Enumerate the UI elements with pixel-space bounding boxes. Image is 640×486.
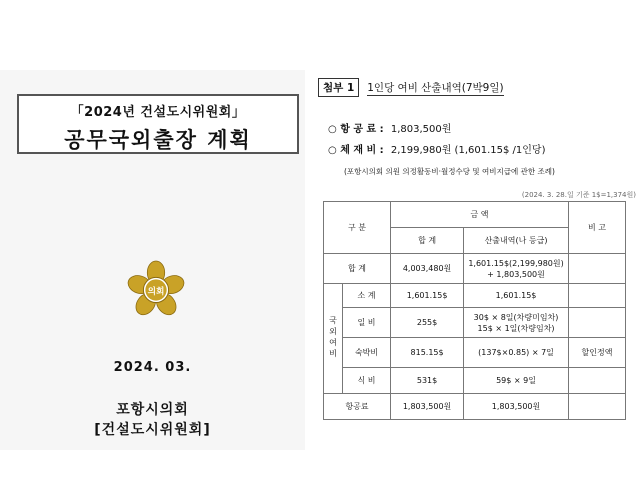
regulation-note: (포항시의회 의원 의정활동비·월정수당 및 여비지급에 관한 조례) bbox=[344, 167, 555, 176]
row-label: 일 비 bbox=[343, 308, 391, 338]
row-calc: 1,803,500원 bbox=[464, 394, 569, 420]
row-remark bbox=[569, 394, 626, 420]
row-remark bbox=[569, 254, 626, 284]
group-label: 국외여비 bbox=[328, 315, 338, 360]
row-total: 531$ bbox=[391, 368, 464, 394]
cost-table bbox=[323, 201, 626, 420]
row-label: 소 계 bbox=[343, 284, 391, 308]
row-calc-line: + 1,803,500원 bbox=[487, 269, 545, 279]
row-remark: 할인정액 bbox=[569, 338, 626, 368]
row-label: 숙박비 bbox=[343, 338, 391, 368]
table-row bbox=[324, 308, 626, 338]
row-total: 255$ bbox=[391, 308, 464, 338]
council-seal-icon bbox=[127, 260, 185, 318]
row-label: 항공료 bbox=[324, 394, 391, 420]
exchange-rate-basis: (2024. 3. 28.일 기준 1$=1,374원) bbox=[521, 191, 636, 199]
org-name: 포항시의회 bbox=[116, 402, 189, 418]
attachment-page bbox=[312, 70, 640, 450]
attachment-header bbox=[318, 78, 504, 97]
row-remark bbox=[569, 308, 626, 338]
row-calc bbox=[464, 254, 569, 284]
row-calc: 1,601.15$ bbox=[464, 284, 569, 308]
header-calc: 산출내역(나 등급) bbox=[464, 228, 569, 254]
header-category: 구 분 bbox=[324, 202, 391, 254]
header-amount: 금 액 bbox=[391, 202, 569, 228]
row-calc bbox=[464, 308, 569, 338]
header-remark: 비 고 bbox=[569, 202, 626, 254]
table-row bbox=[324, 368, 626, 394]
row-label: 식 비 bbox=[343, 368, 391, 394]
row-calc: 59$ × 9일 bbox=[464, 368, 569, 394]
cover-title-box bbox=[17, 94, 299, 154]
seal-text: 의회 bbox=[147, 286, 165, 297]
cover-page bbox=[0, 70, 305, 450]
row-total: 815.15$ bbox=[391, 338, 464, 368]
row-total: 4,003,480원 bbox=[391, 254, 464, 284]
cover-title: 공무국외출장 계획 bbox=[64, 128, 252, 152]
cover-subtitle: 「2024년 건설도시위원회」 bbox=[70, 105, 246, 120]
row-total: 1,803,500원 bbox=[391, 394, 464, 420]
attachment-title: 1인당 여비 산출내역(7박9일) bbox=[367, 81, 504, 94]
table-row bbox=[324, 394, 626, 420]
airfare-value: 1,803,500원 bbox=[390, 124, 452, 135]
cover-organization bbox=[0, 400, 305, 440]
row-remark bbox=[569, 368, 626, 394]
stay-cost-label: ○ 체 재 비 : bbox=[328, 145, 384, 156]
header-total: 합 계 bbox=[391, 228, 464, 254]
row-total: 1,601.15$ bbox=[391, 284, 464, 308]
table-row bbox=[324, 338, 626, 368]
cover-date: 2024. 03. bbox=[113, 360, 192, 375]
row-calc-line: 15$ × 1일(차량임차) bbox=[477, 323, 555, 333]
org-committee: [건설도시위원회] bbox=[94, 422, 211, 438]
row-label: 합 계 bbox=[324, 254, 391, 284]
group-label-cell bbox=[324, 284, 343, 394]
stay-cost-line bbox=[328, 141, 546, 156]
attachment-tag: 첨부 1 bbox=[318, 78, 359, 97]
stay-cost-value: 2,199,980원 (1,601.15$ /1인당) bbox=[390, 145, 546, 156]
row-calc: (137$×0.85) × 7일 bbox=[464, 338, 569, 368]
table-row bbox=[324, 284, 626, 308]
table-header-row bbox=[324, 202, 626, 228]
row-remark bbox=[569, 284, 626, 308]
table-row bbox=[324, 254, 626, 284]
row-calc-line: 1,601.15$(2,199,980원) bbox=[468, 258, 564, 268]
row-calc-line: 30$ × 8일(차량미임차) bbox=[473, 312, 559, 322]
airfare-line bbox=[328, 120, 451, 135]
airfare-label: ○ 항 공 료 : bbox=[328, 124, 384, 135]
